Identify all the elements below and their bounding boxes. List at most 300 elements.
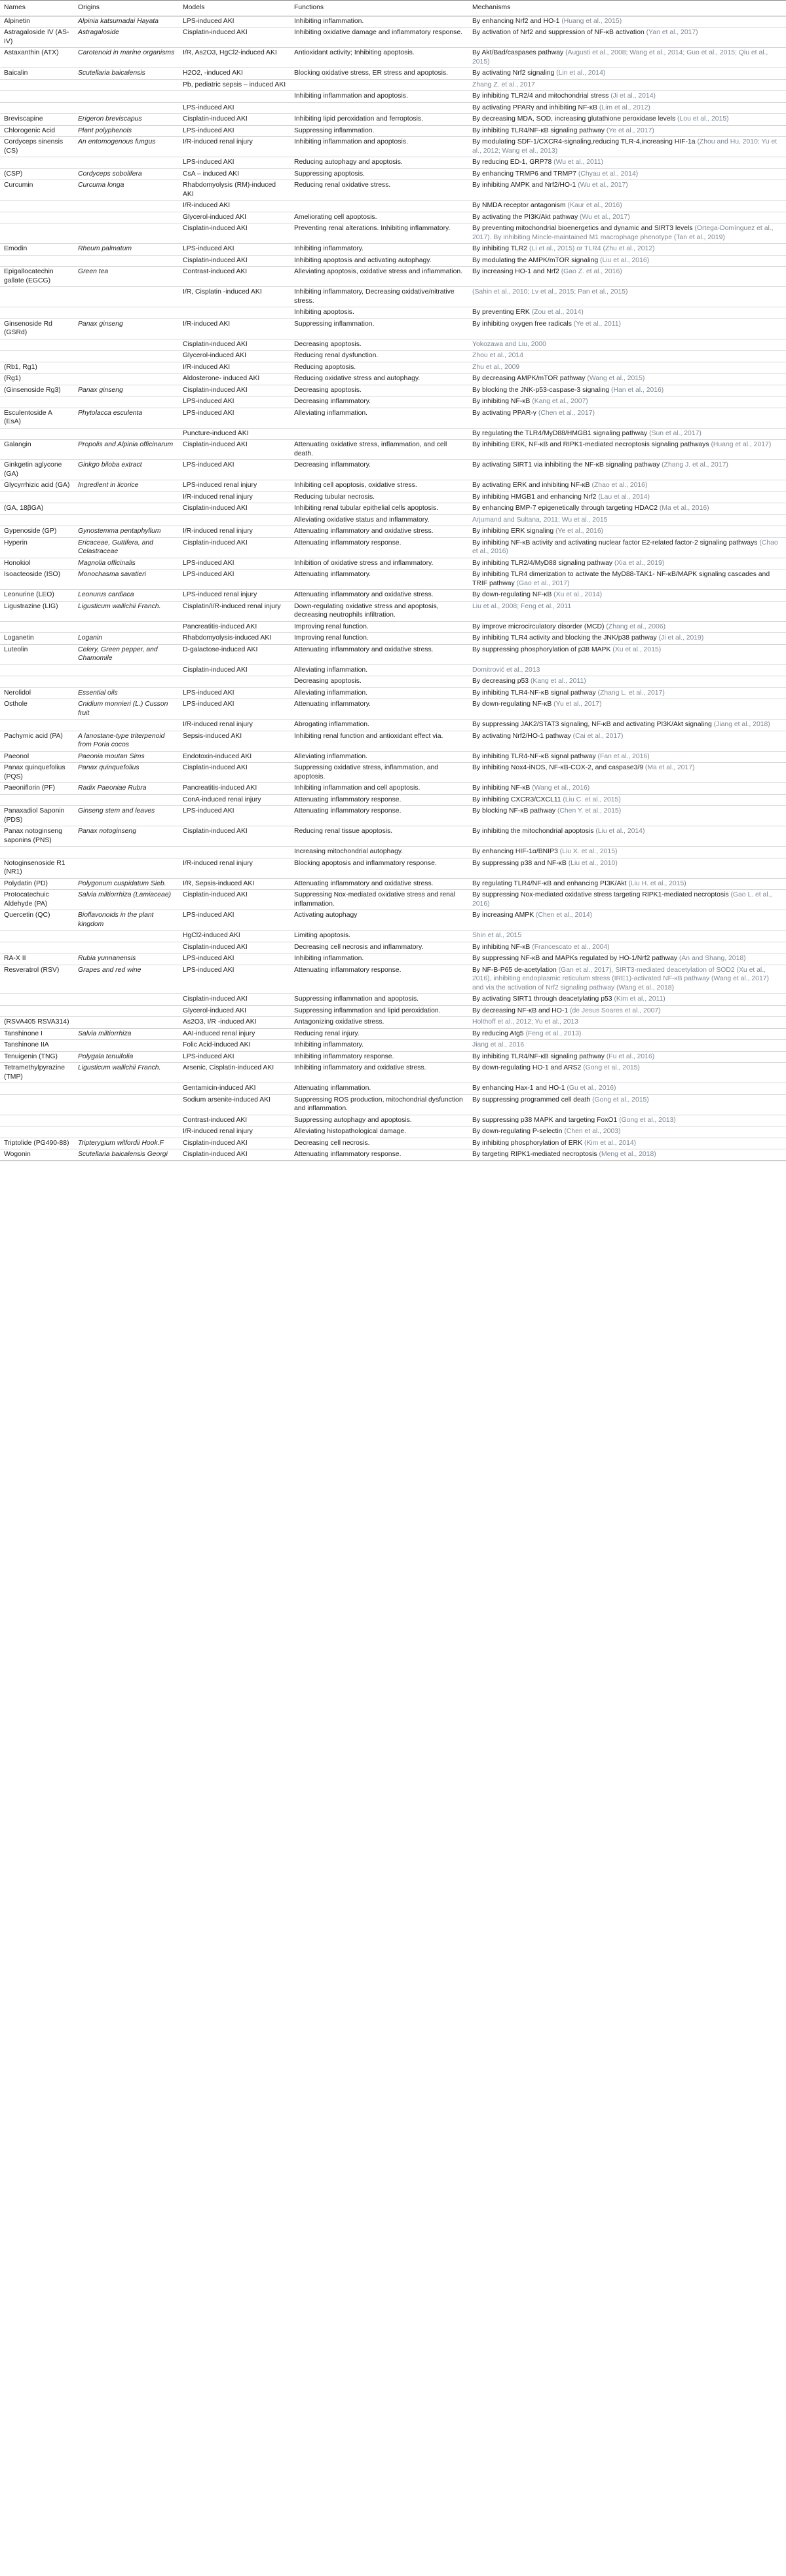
- citation-link[interactable]: (Gan et al., 2017), SIRT3-mediated deacetylation of SOD2 (Xu et al., 2016), inhibiting endoplasmic reticulum stress (IRE1)-activated NF-κB pathway (Wang et al., 2017) and via the activation of Nrf2 signaling pathway (Wang et al., 2018): [472, 966, 769, 991]
- cell-name: Nerolidol: [0, 687, 74, 699]
- cell-mechanism: [468, 953, 786, 965]
- citation-link[interactable]: (Kang et al., 2011): [530, 678, 586, 685]
- citation-link[interactable]: Jiang et al., 2016: [472, 1041, 525, 1048]
- cell-origin: Salvia miltiorrhiza: [74, 1028, 179, 1040]
- citation-link[interactable]: Yokozawa and Liu, 2000: [472, 340, 546, 348]
- cell-function: Inhibiting cell apoptosis, oxidative stress.: [290, 480, 468, 492]
- citation-link[interactable]: (Ji et al., 2014): [610, 92, 656, 100]
- cell-mechanism: [468, 847, 786, 858]
- cell-function: Attenuating inflammation.: [290, 1083, 468, 1095]
- cell-mechanism: [468, 287, 786, 307]
- cell-model: Cisplatin-induced AKI: [179, 942, 290, 953]
- table-row: [0, 994, 786, 1006]
- cell-model: I/R-induced renal injury: [179, 137, 290, 157]
- citation-link[interactable]: Shin et al., 2015: [472, 932, 522, 939]
- cell-origin: Erigeron breviscapus: [74, 114, 179, 126]
- cell-function: Inhibiting oxidative damage and inflammatory response.: [290, 28, 468, 48]
- cell-origin: [74, 720, 179, 731]
- cell-origin: Panax quinquefolius: [74, 763, 179, 783]
- cell-origin: [74, 664, 179, 676]
- cell-mechanism: [468, 255, 786, 267]
- citation-link[interactable]: (de Jesus Soares et al., 2007): [570, 1007, 661, 1014]
- cell-origin: [74, 1017, 179, 1029]
- citation-link[interactable]: (Kang et al., 2007): [532, 398, 588, 405]
- cell-name: Pachymic acid (PA): [0, 731, 74, 751]
- cell-function: Reducing renal injury.: [290, 1028, 468, 1040]
- table-row: [0, 569, 786, 590]
- cell-function: Decreasing apoptosis.: [290, 385, 468, 396]
- mechanism-text: By inhibiting NF-κB: [472, 398, 531, 405]
- citation-link[interactable]: (Huang et al., 2017): [711, 441, 772, 448]
- cell-origin: [74, 223, 179, 244]
- cell-name: [0, 942, 74, 953]
- citation-link[interactable]: (Ji et al., 2019): [658, 634, 704, 642]
- cell-mechanism: [468, 244, 786, 256]
- citation-link[interactable]: (Jiang et al., 2018): [713, 721, 770, 728]
- citation-link[interactable]: (Gu et al., 2016): [567, 1085, 616, 1092]
- cell-mechanism: [468, 826, 786, 847]
- cell-model: Rhabdomyolysis-induced AKI: [179, 633, 290, 645]
- cell-model: [179, 514, 290, 526]
- cell-function: Attenuating inflammatory response.: [290, 1149, 468, 1161]
- cell-mechanism: [468, 168, 786, 180]
- citation-link[interactable]: (Lim et al., 2012): [599, 104, 650, 111]
- cell-model: Aldosterone- induced AKI: [179, 374, 290, 385]
- citation-link[interactable]: (Gao et al., 2017): [516, 579, 570, 587]
- citation-link[interactable]: (Lin et al., 2014): [556, 69, 606, 77]
- cell-function: Reducing renal dysfunction.: [290, 351, 468, 362]
- cell-mechanism: [468, 633, 786, 645]
- cell-function: Decreasing cell necrosis and inflammatory.: [290, 942, 468, 953]
- cell-model: Glycerol-induced AKI: [179, 212, 290, 223]
- mechanism-text: By inhibiting Nox4-iNOS, NF-κB-COX-2, and caspase3/9: [472, 764, 644, 771]
- citation-link[interactable]: (Kim et al., 2011): [614, 995, 665, 1003]
- citation-link[interactable]: (Liu et al., 2010): [568, 859, 618, 867]
- cell-origin: Panax ginseng: [74, 385, 179, 396]
- cell-origin: [74, 1126, 179, 1138]
- mechanism-text: By decreasing p53: [472, 678, 529, 685]
- table-row: [0, 720, 786, 731]
- cell-model: I/R-induced renal injury: [179, 858, 290, 878]
- citation-link[interactable]: (Gong et al., 2013): [619, 1116, 676, 1124]
- mechanism-text: By inhibiting TLR4-NF-κB signal pathway: [472, 689, 596, 697]
- cell-name: Epigallocatechin gallate (EGCG): [0, 267, 74, 287]
- mechanism-text: By decreasing NF-κB and HO-1: [472, 1007, 569, 1014]
- cell-mechanism: [468, 664, 786, 676]
- cell-function: Inhibiting renal tubular epithelial cells apoptosis.: [290, 503, 468, 515]
- cell-name: Protocatechuic Aldehyde (PA): [0, 890, 74, 910]
- cell-mechanism: [468, 48, 786, 68]
- table-row: [0, 440, 786, 460]
- cell-name: (Rb1, Rg1): [0, 362, 74, 374]
- cell-origin: [74, 79, 179, 91]
- cell-mechanism: [468, 644, 786, 664]
- cell-name: Tanshinone IIA: [0, 1040, 74, 1052]
- cell-name: [0, 994, 74, 1006]
- mechanism-text: By inhibiting NF-κB: [472, 943, 531, 951]
- citation-link[interactable]: (Ortega-Domínguez et al., 2017). By inhibiting Mincle-maintained M1 macrophage phenotype (Tan et al., 2019): [472, 225, 774, 241]
- citation-link[interactable]: (Fu et al., 2016): [606, 1052, 655, 1060]
- citation-link[interactable]: (Wu et al., 2011): [553, 159, 604, 166]
- mechanism-text: By inhibiting AMPK and Nrf2/HO-1: [472, 182, 576, 189]
- citation-link[interactable]: (Sahin et al., 2010; Lv et al., 2015; Pan et al., 2015): [472, 288, 628, 296]
- cell-model: Contrast-induced AKI: [179, 267, 290, 287]
- citation-link[interactable]: (Yu et al., 2017): [553, 701, 602, 708]
- table-row: [0, 878, 786, 890]
- cell-origin: Grapes and red wine: [74, 965, 179, 994]
- cell-function: Reducing autophagy and apoptosis.: [290, 157, 468, 169]
- mechanism-text: By activating Nrf2/HO-1 pathway: [472, 732, 571, 740]
- header-models: Models: [179, 1, 290, 16]
- cell-model: Cisplatin-induced AKI: [179, 503, 290, 515]
- cell-name: [0, 287, 74, 307]
- table-row: [0, 910, 786, 931]
- cell-origin: Essential oils: [74, 687, 179, 699]
- cell-origin: Ginkgo biloba extract: [74, 460, 179, 480]
- cell-function: Suppressing inflammation.: [290, 125, 468, 137]
- cell-mechanism: [468, 91, 786, 103]
- cell-model: As2O3, I/R -induced AKI: [179, 1017, 290, 1029]
- cell-model: Sodium arsenite-induced AKI: [179, 1094, 290, 1115]
- cell-origin: [74, 307, 179, 319]
- cell-origin: Ginseng stem and leaves: [74, 806, 179, 826]
- cell-model: [179, 91, 290, 103]
- cell-name: [0, 794, 74, 806]
- cell-name: [0, 212, 74, 223]
- cell-model: Cisplatin-induced AKI: [179, 385, 290, 396]
- table-row: [0, 676, 786, 688]
- citation-link[interactable]: (Ma et al., 2017): [645, 764, 695, 771]
- citation-link[interactable]: (An and Shang, 2018): [679, 955, 746, 962]
- table-row: [0, 307, 786, 319]
- cell-function: Suppressing Nox-mediated oxidative stress and renal inflammation.: [290, 890, 468, 910]
- cell-model: LPS-induced AKI: [179, 244, 290, 256]
- citation-link[interactable]: (Zhang J. et al., 2017): [662, 461, 728, 469]
- cell-name: [0, 1094, 74, 1115]
- cell-origin: Curcuma longa: [74, 180, 179, 201]
- cell-origin: Radix Paeoniae Rubra: [74, 783, 179, 795]
- cell-mechanism: [468, 601, 786, 621]
- citation-link[interactable]: (Fan et al., 2016): [597, 752, 650, 760]
- citation-link[interactable]: (Liu et al., 2014): [595, 828, 645, 835]
- table-row: [0, 79, 786, 91]
- cell-origin: An entomogenous fungus: [74, 137, 179, 157]
- table-row: [0, 514, 786, 526]
- citation-link[interactable]: (Gao L. et al., 2016): [472, 891, 772, 908]
- table-row: [0, 68, 786, 80]
- cell-name: [0, 847, 74, 858]
- header-names: Names: [0, 1, 74, 16]
- citation-link[interactable]: (Xu et al., 2014): [553, 591, 603, 598]
- cell-origin: [74, 102, 179, 114]
- cell-function: [290, 428, 468, 440]
- citation-link[interactable]: (Xia et al., 2019): [614, 559, 665, 567]
- cell-name: Honokiol: [0, 558, 74, 569]
- cell-origin: [74, 931, 179, 942]
- cell-mechanism: [468, 79, 786, 91]
- cell-name: [0, 307, 74, 319]
- header-mechanisms: Mechanisms: [468, 1, 786, 16]
- table-row: [0, 1051, 786, 1063]
- citation-link[interactable]: (Ye et al., 2017): [606, 126, 654, 134]
- cell-function: Suppressing apoptosis.: [290, 168, 468, 180]
- cell-mechanism: [468, 385, 786, 396]
- cell-mechanism: [468, 201, 786, 212]
- table-row: [0, 480, 786, 492]
- cell-origin: Propolis and Alpinia officinarum: [74, 440, 179, 460]
- mechanism-text: By activating PPARγ and inhibiting NF-κB: [472, 104, 597, 111]
- cell-function: Alleviating inflammation.: [290, 751, 468, 763]
- cell-function: Suppressing inflammation and apoptosis.: [290, 994, 468, 1006]
- citation-link[interactable]: (Wu et al., 2017): [578, 182, 628, 189]
- citation-link[interactable]: Arjumand and Sultana, 2011; Wu et al., 2015: [472, 516, 608, 524]
- cell-function: Blocking oxidative stress, ER stress and apoptosis.: [290, 68, 468, 80]
- cell-name: [0, 931, 74, 942]
- cell-model: AAI-induced renal injury: [179, 1028, 290, 1040]
- table-row: [0, 942, 786, 953]
- citation-link[interactable]: (Li et al., 2015) or TLR4 (Zhu et al., 2012): [529, 245, 655, 252]
- cell-function: Inhibiting inflammation.: [290, 16, 468, 28]
- cell-mechanism: [468, 28, 786, 48]
- cell-function: Antioxidant activity; Inhibiting apoptosis.: [290, 48, 468, 68]
- cell-model: I/R, As2O3, HgCl2-induced AKI: [179, 48, 290, 68]
- citation-link[interactable]: (Ye et al., 2016): [555, 528, 604, 535]
- citation-link[interactable]: (Han et al., 2016): [610, 386, 664, 394]
- cell-model: LPS-induced AKI: [179, 1051, 290, 1063]
- table-row: [0, 858, 786, 878]
- citation-link[interactable]: (Sun et al., 2017): [649, 429, 702, 437]
- cell-name: Paeonol: [0, 751, 74, 763]
- citation-link[interactable]: Zhou et al., 2014: [472, 352, 523, 359]
- citation-link[interactable]: Liu et al., 2008; Feng et al., 2011: [472, 602, 572, 610]
- header-origins: Origins: [74, 1, 179, 16]
- mechanism-text: By activating SIRT1 via inhibiting the NF-κB signaling pathway: [472, 461, 660, 469]
- cell-mechanism: [468, 1005, 786, 1017]
- cell-name: [0, 255, 74, 267]
- table-row: [0, 537, 786, 558]
- citation-link[interactable]: (Liu H. et al., 2015): [628, 879, 686, 887]
- citation-link[interactable]: (Chen Y. et al., 2015): [557, 807, 622, 815]
- cell-origin: [74, 1115, 179, 1126]
- cell-mechanism: [468, 794, 786, 806]
- table-row: [0, 491, 786, 503]
- mechanism-text: By enhancing BMP-7 epigenetically through targeting HDAC2: [472, 505, 658, 512]
- cell-function: Inhibiting inflammatory.: [290, 244, 468, 256]
- citation-link[interactable]: (Huang et al., 2015): [561, 17, 622, 25]
- cell-function: Inhibition of oxidative stress and inflammatory.: [290, 558, 468, 569]
- table-row: [0, 223, 786, 244]
- cell-function: Reducing oxidative stress and autophagy.: [290, 374, 468, 385]
- mechanism-text: By inhibiting TLR4 activity and blocking the JNK/p38 pathway: [472, 634, 657, 642]
- mechanism-text: By targeting RIPK1-mediated necroptosis: [472, 1151, 597, 1158]
- cell-model: Cisplatin/I/R-induced renal injury: [179, 601, 290, 621]
- citation-link[interactable]: (Yan et al., 2017): [646, 29, 698, 36]
- citation-link[interactable]: (Chao et al., 2016): [472, 539, 778, 555]
- cell-model: LPS-induced AKI: [179, 408, 290, 428]
- mechanism-text: By inhibiting ERK, NF-κB and RIPK1-mediated necroptosis signaling pathways: [472, 441, 709, 448]
- cell-mechanism: [468, 965, 786, 994]
- cell-function: Antagonizing oxidative stress.: [290, 1017, 468, 1029]
- cell-name: Chlorogenic Acid: [0, 125, 74, 137]
- cell-model: I/R-induced renal injury: [179, 526, 290, 538]
- cell-mechanism: [468, 942, 786, 953]
- citation-link[interactable]: (Chyau et al., 2014): [578, 170, 639, 178]
- cell-function: Inhibiting inflammatory.: [290, 1040, 468, 1052]
- citation-link[interactable]: (Cai et al., 2017): [572, 732, 624, 740]
- mechanism-text: By improve microcirculatory disorder (MCD): [472, 623, 605, 630]
- citation-link[interactable]: (Augusti et al., 2008; Wang et al., 2014; Guo et al., 2015; Qiu et al., 2015): [472, 49, 768, 66]
- citation-link[interactable]: (Gong et al., 2015): [592, 1096, 649, 1104]
- citation-link[interactable]: (Zou et al., 2014): [531, 309, 584, 316]
- mechanism-text: By activating the PI3K/Akt pathway: [472, 213, 578, 221]
- citation-link[interactable]: (Gao Z. et al., 2016): [561, 268, 622, 275]
- citation-link[interactable]: (Kim et al., 2014): [584, 1139, 637, 1147]
- cell-mechanism: [468, 1149, 786, 1161]
- cell-function: Attenuating inflammatory and oxidative stress.: [290, 590, 468, 602]
- table-row: [0, 137, 786, 157]
- citation-link[interactable]: (Chen et al., 2014): [536, 912, 593, 919]
- mechanism-text: By inhibiting CXCR3/CXCL11: [472, 796, 561, 803]
- cell-mechanism: [468, 137, 786, 157]
- cell-model: LPS-induced renal injury: [179, 590, 290, 602]
- cell-model: Cisplatin-induced AKI: [179, 664, 290, 676]
- cell-mechanism: [468, 514, 786, 526]
- cell-mechanism: [468, 1051, 786, 1063]
- cell-origin: Bioflavonoids in the plant kingdom: [74, 910, 179, 931]
- cell-origin: [74, 1083, 179, 1095]
- cell-model: Gentamicin-induced AKI: [179, 1083, 290, 1095]
- mechanism-text: By inhibiting NF-κB activity and activating nuclear factor E2-related factor-2 signaling pathways: [472, 539, 758, 547]
- cell-function: Inhibiting inflammation.: [290, 953, 468, 965]
- table-row: [0, 362, 786, 374]
- table-row: [0, 699, 786, 720]
- cell-name: Tenuigenin (TNG): [0, 1051, 74, 1063]
- cell-origin: Cordyceps sobolifera: [74, 168, 179, 180]
- cell-mechanism: [468, 806, 786, 826]
- cell-name: Polydatin (PD): [0, 878, 74, 890]
- citation-link[interactable]: (Chen et al., 2017): [538, 409, 595, 417]
- citation-link[interactable]: (Chen et al., 2003): [564, 1128, 621, 1135]
- citation-link[interactable]: (Gong et al., 2015): [583, 1064, 640, 1071]
- citation-link[interactable]: (Liu X. et al., 2015): [559, 848, 618, 855]
- cell-name: Alpinetin: [0, 16, 74, 28]
- citation-link[interactable]: (Xu et al., 2015): [612, 645, 662, 653]
- table-row: [0, 102, 786, 114]
- cell-function: Increasing mitochondrial autophagy.: [290, 847, 468, 858]
- citation-link[interactable]: (Francescato et al., 2004): [532, 943, 610, 951]
- citation-link[interactable]: (Zhao et al., 2016): [591, 482, 648, 489]
- cell-name: [0, 339, 74, 351]
- citation-link[interactable]: (Feng et al., 2013): [525, 1029, 582, 1037]
- cell-mechanism: [468, 114, 786, 126]
- cell-origin: Panax notoginseng: [74, 826, 179, 847]
- citation-link[interactable]: (Wu et al., 2017): [580, 213, 630, 221]
- cell-model: Cisplatin-induced AKI: [179, 1149, 290, 1161]
- cell-name: [0, 491, 74, 503]
- table-row: [0, 91, 786, 103]
- citation-link[interactable]: Zhang Z. et al., 2017: [472, 81, 535, 88]
- citation-link[interactable]: (Liu et al., 2016): [600, 256, 650, 264]
- cell-mechanism: [468, 1063, 786, 1083]
- citation-link[interactable]: (Zhang et al., 2006): [606, 623, 666, 630]
- table-row: [0, 751, 786, 763]
- table-row: [0, 783, 786, 795]
- cell-function: Reducing tubular necrosis.: [290, 491, 468, 503]
- table-row: [0, 1028, 786, 1040]
- citation-link[interactable]: (Lau et al., 2014): [598, 493, 650, 501]
- citation-link[interactable]: (Wang et al., 2015): [587, 375, 645, 382]
- citation-link[interactable]: (Zhang L. et al., 2017): [597, 689, 665, 697]
- citation-link[interactable]: Holthoff et al., 2012; Yu et al., 2013: [472, 1018, 578, 1026]
- cell-function: Alleviating inflammation.: [290, 664, 468, 676]
- citation-link[interactable]: (Kaur et al., 2016): [567, 202, 622, 209]
- cell-function: Inhibiting lipid peroxidation and ferroptosis.: [290, 114, 468, 126]
- cell-function: Reducing apoptosis.: [290, 362, 468, 374]
- cell-mechanism: [468, 537, 786, 558]
- cell-model: I/R-induced renal injury: [179, 720, 290, 731]
- cell-mechanism: [468, 1040, 786, 1052]
- table-row: [0, 287, 786, 307]
- cell-origin: Salvia miltiorrhiza (Lamiaceae): [74, 890, 179, 910]
- cell-origin: [74, 396, 179, 408]
- table-row: [0, 396, 786, 408]
- mechanism-text: By inhibiting TLR2/4/MyD88 signaling pathway: [472, 559, 613, 567]
- cell-function: Inhibiting apoptosis.: [290, 307, 468, 319]
- cell-function: Attenuating inflammatory response.: [290, 537, 468, 558]
- cell-mechanism: [468, 1115, 786, 1126]
- mechanism-text: By regulating TLR4/NF-κB and enhancing PI3K/Akt: [472, 879, 627, 887]
- cell-origin: Astragaloside: [74, 28, 179, 48]
- mechanism-text: By suppressing NF-κB and MAPKs regulated by HO-1/Nrf2 pathway: [472, 955, 678, 962]
- cell-function: Reducing renal tissue apoptosis.: [290, 826, 468, 847]
- table-row: [0, 965, 786, 994]
- cell-function: [290, 79, 468, 91]
- citation-link[interactable]: (Liu C. et al., 2015): [563, 796, 621, 803]
- mechanism-text: By activating SIRT1 through deacetylating p53: [472, 995, 612, 1003]
- mechanism-text: By preventing ERK: [472, 309, 530, 316]
- cell-model: LPS-induced AKI: [179, 102, 290, 114]
- cell-origin: Phytolacca esculenta: [74, 408, 179, 428]
- table-row: [0, 180, 786, 201]
- citation-link[interactable]: (Lou et al., 2015): [677, 115, 729, 123]
- citation-link[interactable]: Zhu et al., 2009: [472, 363, 520, 371]
- cell-mechanism: [468, 318, 786, 339]
- cell-name: Resveratrol (RSV): [0, 965, 74, 994]
- mechanism-text: By enhancing Hax-1 and HO-1: [472, 1085, 565, 1092]
- cell-name: [0, 514, 74, 526]
- citation-link[interactable]: (Wang et al., 2016): [532, 784, 590, 792]
- cell-function: Suppressing ROS production, mitochondrial dysfunction and inflammation.: [290, 1094, 468, 1115]
- mechanism-text: By inhibiting TLR4 dimerization to activate the MyD88-TAK1- NF-κB/MAPK signaling cascades and TRIF pathway: [472, 571, 770, 587]
- citation-link[interactable]: (Zhou and Hu, 2010; Yu et al., 2012; Wang et al., 2013): [472, 138, 777, 155]
- cell-model: Rhabdomyolysis (RM)-induced AKI: [179, 180, 290, 201]
- mechanism-text: By Akt/Bad/caspases pathway: [472, 49, 564, 56]
- cell-origin: Monochasma savatieri: [74, 569, 179, 590]
- mechanism-text: By regulating the TLR4/MyD88/HMGB1 signaling pathway: [472, 429, 648, 437]
- citation-link[interactable]: (Meng et al., 2018): [599, 1151, 656, 1158]
- citation-link[interactable]: Domitrović et al., 2013: [472, 666, 540, 674]
- mechanism-text: By down-regulating NF-κB: [472, 701, 552, 708]
- cell-name: Quercetin (QC): [0, 910, 74, 931]
- mechanism-text: By inhibiting the mitochondrial apoptosis: [472, 828, 594, 835]
- cell-model: Cisplatin-induced AKI: [179, 440, 290, 460]
- citation-link[interactable]: (Ma et al., 2016): [659, 505, 709, 512]
- cell-function: Decreasing inflammatory.: [290, 460, 468, 480]
- cell-function: [290, 201, 468, 212]
- citation-link[interactable]: (Ye et al., 2011): [573, 320, 622, 328]
- cell-name: Ginkgetin aglycone (GA): [0, 460, 74, 480]
- cell-name: [0, 1126, 74, 1138]
